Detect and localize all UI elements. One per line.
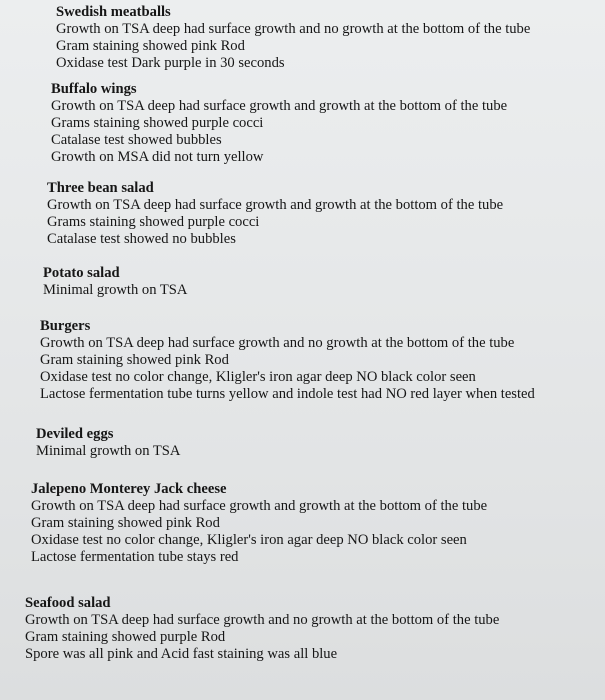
section-line: Catalase test showed bubbles [51, 132, 222, 148]
section-line: Growth on TSA deep had surface growth and no growth at the bottom of the tube [25, 612, 500, 628]
section-line: Minimal growth on TSA [36, 443, 181, 459]
section-line: Growth on TSA deep had surface growth and no growth at the bottom of the tube [40, 335, 515, 351]
section-swedish-meatballs [56, 4, 530, 72]
section-line: Minimal growth on TSA [43, 282, 188, 298]
section-deviled-eggs [36, 426, 180, 460]
section-title: Potato salad [43, 265, 120, 281]
section-potato-salad [43, 265, 187, 299]
section-title: Three bean salad [47, 180, 154, 196]
section-line: Gram staining showed pink Rod [40, 352, 229, 368]
section-line: Growth on TSA deep had surface growth and growth at the bottom of the tube [47, 197, 504, 213]
section-jalepeno-monterey-jack-cheese [31, 481, 487, 566]
section-title: Swedish meatballs [56, 4, 171, 20]
section-line: Spore was all pink and Acid fast staining was all blue [25, 646, 338, 662]
section-line: Growth on MSA did not turn yellow [51, 149, 264, 165]
section-line: Gram staining showed pink Rod [31, 515, 220, 531]
section-title: Jalepeno Monterey Jack cheese [31, 481, 227, 497]
section-title: Seafood salad [25, 595, 111, 611]
section-line: Oxidase test no color change, Kligler's iron agar deep NO black color seen [40, 369, 476, 385]
section-burgers [40, 318, 535, 403]
section-line: Oxidase test Dark purple in 30 seconds [56, 55, 285, 71]
section-line: Lactose fermentation tube turns yellow and indole test had NO red layer when tested [40, 386, 535, 402]
section-three-bean-salad [47, 180, 503, 248]
section-line: Grams staining showed purple cocci [51, 115, 264, 131]
section-line: Grams staining showed purple cocci [47, 214, 260, 230]
section-line: Oxidase test no color change, Kligler's iron agar deep NO black color seen [31, 532, 467, 548]
section-line: Gram staining showed pink Rod [56, 38, 245, 54]
section-line: Catalase test showed no bubbles [47, 231, 236, 247]
section-title: Burgers [40, 318, 91, 334]
section-line: Gram staining showed purple Rod [25, 629, 226, 645]
section-seafood-salad [25, 595, 499, 663]
section-title: Buffalo wings [51, 81, 137, 97]
section-line: Growth on TSA deep had surface growth and no growth at the bottom of the tube [56, 21, 531, 37]
section-buffalo-wings [51, 81, 507, 166]
section-line: Growth on TSA deep had surface growth and growth at the bottom of the tube [31, 498, 488, 514]
section-title: Deviled eggs [36, 426, 114, 442]
section-line: Growth on TSA deep had surface growth and growth at the bottom of the tube [51, 98, 508, 114]
section-line: Lactose fermentation tube stays red [31, 549, 239, 565]
